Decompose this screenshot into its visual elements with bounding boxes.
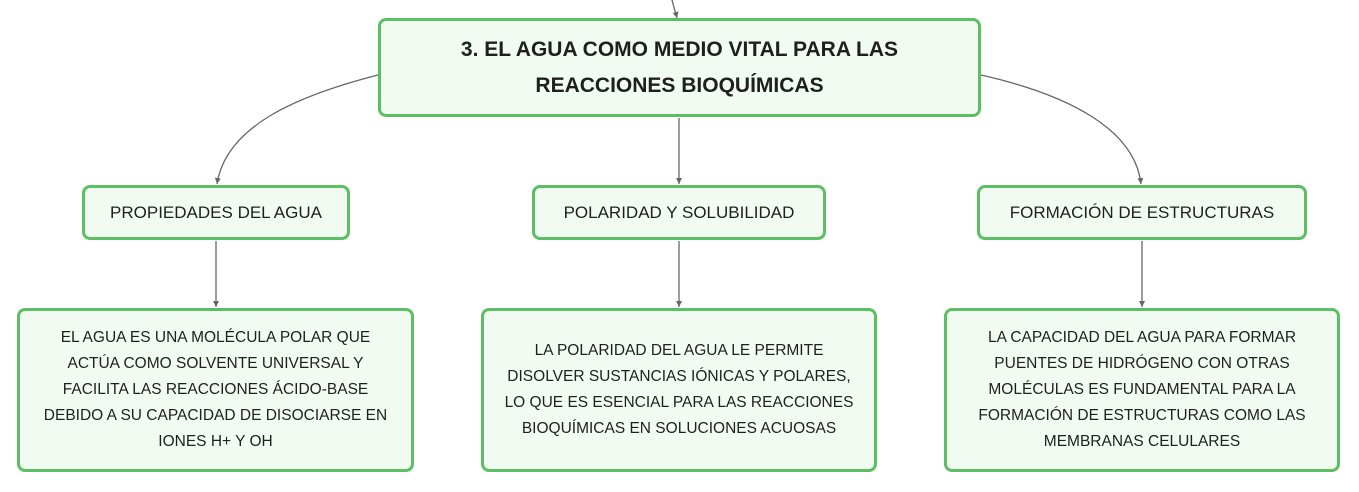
detail-node-polaridad[interactable] (481, 308, 877, 472)
detail-text: LA POLARIDAD DEL AGUA LE PERMITE DISOLVER SUSTANCIAS IÓNICAS Y POLARES, LO QUE ES ESENCIAL PARA LAS REACCIONES BIOQUÍMICAS EN SOLUCIONES ACUOSAS (504, 342, 854, 437)
root-node-label: 3. EL AGUA COMO MEDIO VITAL PARA LAS REACCIONES BIOQUÍMICAS (460, 37, 899, 97)
incoming-connector (672, 0, 677, 18)
root-node[interactable] (378, 18, 981, 117)
detail-text: EL AGUA ES UNA MOLÉCULA POLAR QUE ACTÚA COMO SOLVENTE UNIVERSAL Y FACILITA LAS REACCIONES ÁCIDO-BASE DEBIDO A SU CAPACIDAD DE DISOCIARSE EN IONES H+ Y OH (43, 329, 388, 450)
detail-node-propiedades[interactable] (17, 308, 414, 472)
node-label: PROPIEDADES DEL AGUA (110, 202, 322, 222)
node-propiedades-del-agua[interactable] (82, 185, 350, 240)
connector-root-to-formacion (981, 75, 1141, 184)
connector-root-to-propiedades (217, 75, 378, 184)
node-label: FORMACIÓN DE ESTRUCTURAS (1009, 202, 1275, 222)
detail-text: LA CAPACIDAD DEL AGUA PARA FORMAR PUENTES DE HIDRÓGENO CON OTRAS MOLÉCULAS ES FUNDAMENTAL PARA LA FORMACIÓN DE ESTRUCTURAS COMO LAS MEMBRANAS CELULARES (978, 329, 1306, 450)
detail-node-formacion[interactable] (944, 308, 1340, 472)
node-formacion-de-estructuras[interactable] (977, 185, 1307, 240)
node-polaridad-y-solubilidad[interactable] (532, 185, 826, 240)
node-label: POLARIDAD Y SOLUBILIDAD (563, 202, 795, 222)
